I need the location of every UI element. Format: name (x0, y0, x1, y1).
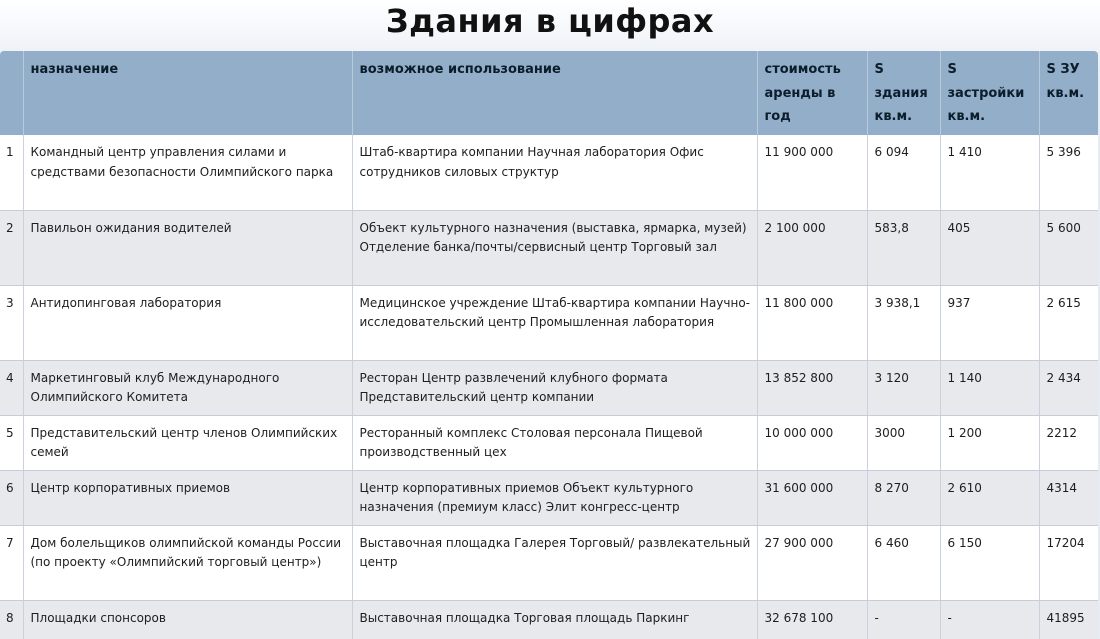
cell-purpose: Маркетинговый клуб Международного Олимпийского Комитета (23, 360, 352, 415)
cell-s-footprint: 2 610 (940, 470, 1039, 525)
cell-purpose: Площадки спонсоров (23, 600, 352, 639)
buildings-table-container (0, 51, 1098, 639)
header-num (0, 51, 23, 135)
row-number: 3 (0, 285, 23, 360)
cell-rent: 27 900 000 (757, 525, 867, 600)
table-header (0, 51, 1098, 135)
row-number: 7 (0, 525, 23, 600)
cell-rent: 2 100 000 (757, 210, 867, 285)
cell-rent: 11 900 000 (757, 135, 867, 210)
table-row (0, 210, 1098, 285)
cell-use: Ресторанный комплекс Столовая персонала Пищевой производственный цех (352, 415, 757, 470)
cell-s-building: - (867, 600, 940, 639)
header-s-footprint: S застройки кв.м. (940, 51, 1039, 135)
cell-s-building: 3 120 (867, 360, 940, 415)
cell-s-land: 4314 (1039, 470, 1098, 525)
cell-purpose: Павильон ожидания водителей (23, 210, 352, 285)
cell-s-land: 2212 (1039, 415, 1098, 470)
cell-rent: 32 678 100 (757, 600, 867, 639)
cell-rent: 31 600 000 (757, 470, 867, 525)
table-row (0, 415, 1098, 470)
cell-s-footprint: 937 (940, 285, 1039, 360)
cell-purpose: Дом болельщиков олимпийской команды России (по проекту «Олимпийский торговый центр») (23, 525, 352, 600)
row-number: 4 (0, 360, 23, 415)
cell-use: Выставочная площадка Галерея Торговый/ развлекательный центр (352, 525, 757, 600)
row-number: 5 (0, 415, 23, 470)
cell-use: Центр корпоративных приемов Объект культурного назначения (премиум класс) Элит конгресс-центр (352, 470, 757, 525)
cell-purpose: Представительский центр членов Олимпийских семей (23, 415, 352, 470)
cell-s-building: 6 460 (867, 525, 940, 600)
header-purpose: назначение (23, 51, 352, 135)
table-row (0, 525, 1098, 600)
table-row (0, 360, 1098, 415)
cell-s-building: 3000 (867, 415, 940, 470)
cell-s-land: 41895 (1039, 600, 1098, 639)
cell-s-land: 5 396 (1039, 135, 1098, 210)
row-number: 6 (0, 470, 23, 525)
table-row (0, 470, 1098, 525)
cell-s-building: 6 094 (867, 135, 940, 210)
cell-rent: 13 852 800 (757, 360, 867, 415)
table-row (0, 600, 1098, 639)
header-row (0, 51, 1098, 135)
buildings-table (0, 51, 1098, 639)
cell-s-land: 5 600 (1039, 210, 1098, 285)
header-rent: стоимость аренды в год (757, 51, 867, 135)
cell-s-land: 2 615 (1039, 285, 1098, 360)
cell-s-footprint: 1 200 (940, 415, 1039, 470)
header-s-building: S здания кв.м. (867, 51, 940, 135)
row-number: 2 (0, 210, 23, 285)
cell-purpose: Центр корпоративных приемов (23, 470, 352, 525)
cell-use: Объект культурного назначения (выставка, ярмарка, музей) Отделение банка/почты/сервисный центр Торговый зал (352, 210, 757, 285)
cell-s-footprint: 6 150 (940, 525, 1039, 600)
cell-s-footprint: 405 (940, 210, 1039, 285)
row-number: 1 (0, 135, 23, 210)
cell-purpose: Антидопинговая лаборатория (23, 285, 352, 360)
cell-s-building: 3 938,1 (867, 285, 940, 360)
cell-purpose: Командный центр управления силами и средствами безопасности Олимпийского парка (23, 135, 352, 210)
cell-rent: 11 800 000 (757, 285, 867, 360)
cell-s-footprint: - (940, 600, 1039, 639)
cell-s-footprint: 1 410 (940, 135, 1039, 210)
cell-use: Медицинское учреждение Штаб-квартира компании Научно-исследовательский центр Промышленная лаборатория (352, 285, 757, 360)
table-row (0, 135, 1098, 210)
table-row (0, 285, 1098, 360)
cell-s-building: 8 270 (867, 470, 940, 525)
table-body (0, 135, 1098, 639)
cell-s-footprint: 1 140 (940, 360, 1039, 415)
header-use: возможное использование (352, 51, 757, 135)
page-title: Здания в цифрах (385, 2, 715, 40)
cell-s-building: 583,8 (867, 210, 940, 285)
cell-use: Выставочная площадка Торговая площадь Паркинг (352, 600, 757, 639)
cell-s-land: 2 434 (1039, 360, 1098, 415)
cell-s-land: 17204 (1039, 525, 1098, 600)
header-s-land: S ЗУ кв.м. (1039, 51, 1098, 135)
row-number: 8 (0, 600, 23, 639)
cell-rent: 10 000 000 (757, 415, 867, 470)
cell-use: Штаб-квартира компании Научная лаборатория Офис сотрудников силовых структур (352, 135, 757, 210)
cell-use: Ресторан Центр развлечений клубного формата Представительский центр компании (352, 360, 757, 415)
